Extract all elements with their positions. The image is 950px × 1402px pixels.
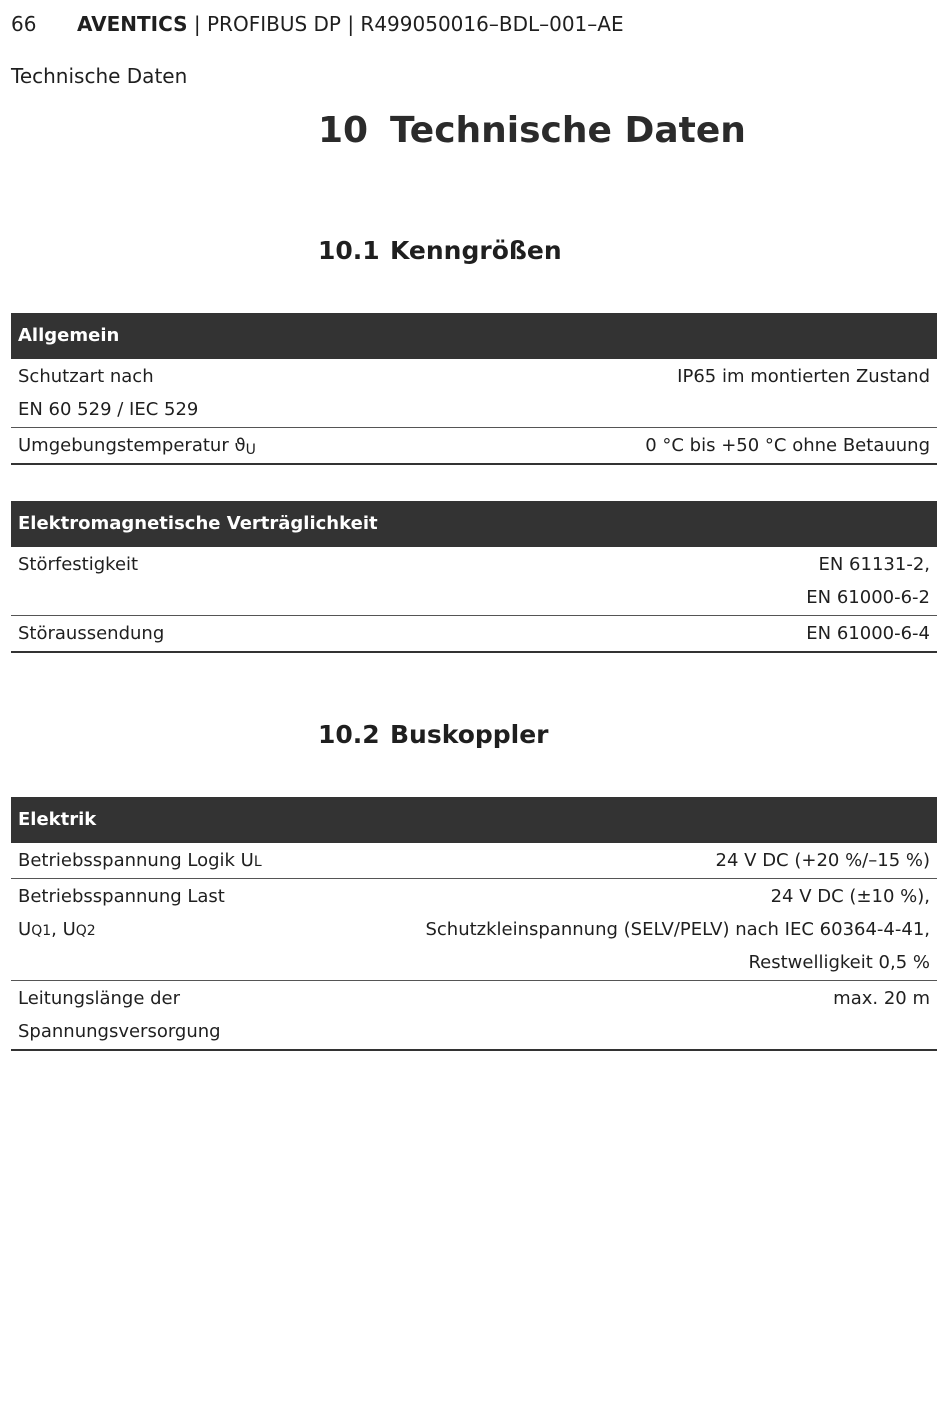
label-line — [18, 913, 225, 946]
label-subscript: Q2 — [75, 923, 96, 939]
row-label — [18, 359, 198, 427]
row-label — [18, 843, 262, 878]
brand-name: AVENTICS — [77, 12, 188, 36]
table-elektrik — [11, 797, 937, 1051]
table-row — [11, 359, 937, 428]
label-subscript: L — [253, 854, 262, 870]
label-separator: , — [51, 919, 63, 940]
section-number: 10.1 — [318, 236, 380, 265]
running-section-title: Technische Daten — [11, 64, 188, 88]
row-value — [425, 879, 930, 980]
section-number: 10.2 — [318, 720, 380, 749]
label-line — [18, 844, 262, 877]
row-label — [18, 616, 164, 651]
chapter-number: 10 — [318, 110, 369, 151]
label-line: EN 60 529 / IEC 529 — [18, 399, 199, 420]
value-line: IP65 im montierten Zustand — [677, 366, 930, 387]
value-line: 24 V DC (±10 %), — [770, 886, 930, 907]
row-label — [18, 981, 221, 1049]
page-header — [11, 12, 624, 36]
label-line — [18, 429, 256, 462]
label-line: Spannungsversorgung — [18, 1021, 221, 1042]
section-title: Kenngrößen — [390, 236, 562, 265]
table-row — [11, 879, 937, 981]
row-label — [18, 428, 256, 463]
table-row — [11, 843, 937, 879]
row-value — [716, 843, 930, 878]
row-label — [18, 547, 138, 615]
label-text: U — [62, 919, 76, 940]
label-line: Leitungslänge der — [18, 988, 181, 1009]
document-info: | PROFIBUS DP | R499050016–BDL–001–AE — [187, 12, 624, 36]
value-line: max. 20 m — [833, 988, 930, 1009]
value-line: EN 61000-6-2 — [806, 587, 930, 608]
value-line: Restwelligkeit 0,5 % — [748, 952, 930, 973]
table-row — [11, 428, 937, 465]
table-header: Elektrik — [11, 797, 937, 843]
row-label — [18, 879, 225, 980]
value-line: 24 V DC (+20 %/–15 %) — [715, 850, 930, 871]
row-value — [645, 428, 930, 463]
row-value — [677, 359, 930, 427]
label-line: Störfestigkeit — [18, 554, 139, 575]
chapter-heading — [318, 110, 746, 151]
label-text: U — [18, 919, 32, 940]
section-heading-2 — [318, 720, 549, 749]
table-header: Elektromagnetische Verträglichkeit — [11, 501, 937, 547]
row-value — [833, 981, 930, 1049]
value-line: EN 61131-2, — [818, 554, 930, 575]
label-subscript: Q1 — [31, 923, 52, 939]
table-row — [11, 616, 937, 653]
table-row — [11, 981, 937, 1051]
table-emv — [11, 501, 937, 653]
page-number: 66 — [11, 12, 37, 36]
label-text: Umgebungstemperatur ϑ — [18, 435, 246, 456]
row-value — [806, 616, 930, 651]
value-line: 0 °C bis +50 °C ohne Betauung — [645, 435, 930, 456]
table-header: Allgemein — [11, 313, 937, 359]
label-line: Störaussendung — [18, 623, 165, 644]
label-line: Schutzart nach — [18, 366, 154, 387]
label-text: Betriebsspannung Logik U — [18, 850, 254, 871]
section-title: Buskoppler — [390, 720, 549, 749]
label-line: Betriebsspannung Last — [18, 886, 225, 907]
value-line: EN 61000-6-4 — [806, 623, 930, 644]
label-subscript: U — [245, 442, 256, 458]
section-heading-1 — [318, 236, 562, 265]
value-line: Schutzkleinspannung (SELV/PELV) nach IEC 60364-4-41, — [425, 919, 930, 940]
table-allgemein — [11, 313, 937, 465]
row-value — [806, 547, 930, 615]
chapter-title: Technische Daten — [390, 110, 746, 151]
table-row — [11, 547, 937, 616]
